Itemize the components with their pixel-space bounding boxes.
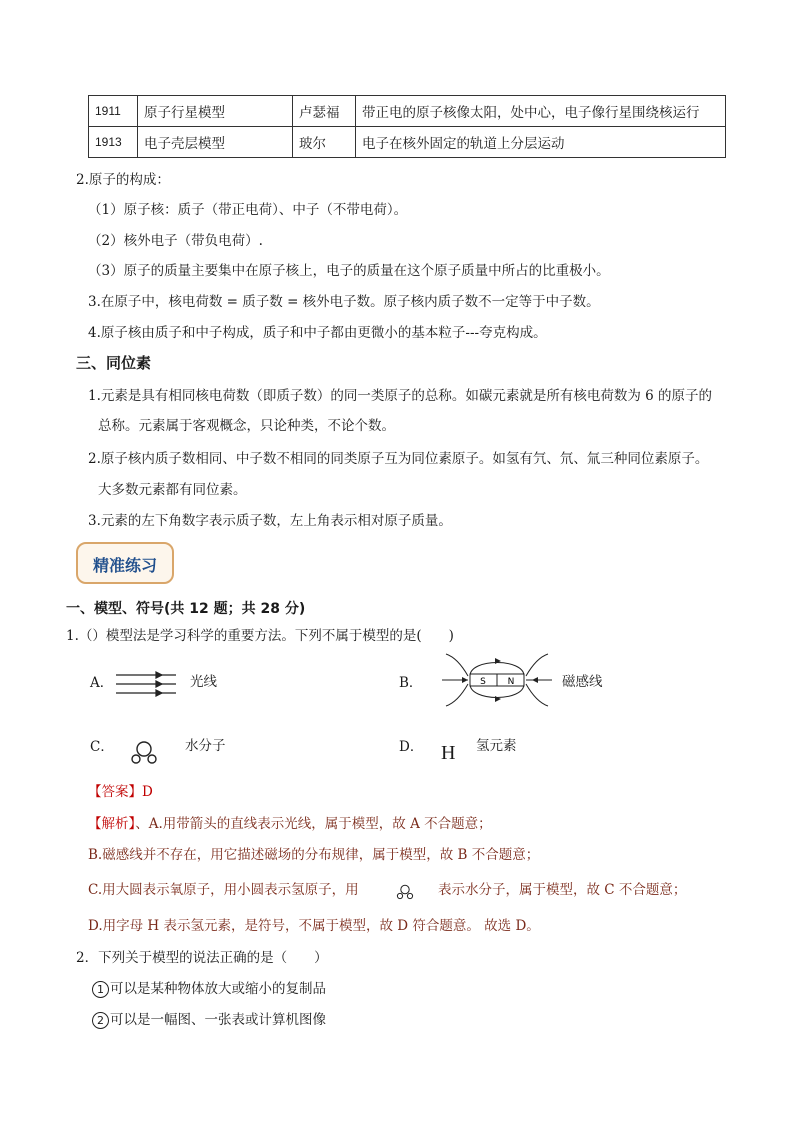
exercise-section-heading: 一、模型、符号(共 12 题；共 28 分) [66,601,306,617]
description-cell: 电子在核外固定的轨道上分层运动 [356,127,726,158]
question-2-stem: 2．下列关于模型的说法正确的是（ ） [76,950,328,966]
analysis-a-text: 、A.用带箭头的直线表示光线，属于模型，故 A 不合题意； [135,816,492,832]
paragraph: 大多数元素都有同位素。 [98,482,247,498]
question-1-stem: 1.（）模型法是学习科学的重要方法。下列不属于模型的是( ) [66,628,454,644]
magnet-north-pole: N [507,677,515,687]
year-cell: 1913 [89,127,138,158]
composition-item: （2）核外电子（带负电荷）. [88,233,263,249]
circled-number: 1 [92,981,109,998]
practice-badge-label: 精准练习 [92,556,157,575]
option-a-letter: A． [90,675,114,691]
atom-composition-title: 2.原子的构成： [76,172,170,188]
year-cell: 1911 [89,96,138,127]
circled-number: 2 [92,1012,109,1029]
statement-item [92,1008,326,1029]
light-ray-diagram [114,669,178,699]
table-row [89,127,726,158]
model-name-cell: 原子行星模型 [138,96,293,127]
model-history-table [88,95,726,158]
option-d-label: 氢元素 [476,738,517,754]
scientist-cell: 玻尔 [293,127,356,158]
option-c-label: 水分子 [185,738,226,754]
option-b-letter: B． [399,675,423,691]
model-name-cell: 电子壳层模型 [138,127,293,158]
practice-badge [76,542,174,584]
paragraph: 1.元素是具有相同核电荷数（即质子数）的同一类原子的总称。如碳元素就是所有核电荷数为 6 的原子的 [88,388,713,404]
analysis-line-a [88,812,492,832]
hydrogen-symbol: H [441,742,456,764]
water-molecule-icon [130,740,158,766]
table-row [89,96,726,127]
option-c-letter: C． [90,739,114,755]
paragraph: 2.原子核内质子数相同、中子数不相同的同类原子互为同位素原子。如氢有氕、氘、氚三种同位素原子。 [88,451,709,467]
answer-text: 【答案】D [88,784,153,800]
analysis-line-c-post: 表示水分子，属于模型，故 C 不合题意； [438,882,687,898]
statement-text: 可以是一幅图、一张表或计算机图像 [110,1012,326,1028]
paragraph: 3.在原子中，核电荷数 = 质子数 = 核外电子数。原子核内质子数不一定等于中子数。 [88,294,600,310]
option-a-label: 光线 [190,674,217,690]
isotope-heading: 三、同位素 [76,354,152,372]
composition-item: （1）原子核：质子（带正电荷）、中子（不带电荷）。 [88,202,408,218]
paragraph: 3.元素的左下角数字表示质子数，左上角表示相对原子质量。 [88,513,452,529]
analysis-tag: 【解析】 [88,816,136,832]
description-cell: 带正电的原子核像太阳，处中心，电子像行星围绕核运行 [356,96,726,127]
option-b-label: 磁感线 [562,674,603,690]
composition-item: （3）原子的质量主要集中在原子核上，电子的质量在这个原子质量中所占的比重极小。 [88,263,610,279]
statement-text: 可以是某种物体放大或缩小的复制品 [110,981,326,997]
option-d-letter: D． [399,739,424,755]
paragraph: 总称。元素属于客观概念，只论种类，不论个数。 [98,418,395,434]
magnetic-field-lines-diagram [440,652,554,708]
analysis-line-d: D.用字母 H 表示氢元素，是符号，不属于模型，故 D 符合题意。 故选 D。 [88,918,540,934]
paragraph: 4.原子核由质子和中子构成，质子和中子都由更微小的基本粒子---夸克构成。 [88,325,547,341]
magnet-south-pole: S [480,677,486,687]
scientist-cell: 卢瑟福 [293,96,356,127]
small-water-molecule-icon [396,884,414,900]
statement-item [92,977,326,998]
analysis-line-c-pre: C.用大圆表示氧原子，用小圆表示氢原子，用 [88,882,359,898]
analysis-line-b: B.磁感线并不存在，用它描述磁场的分布规律，属于模型，故 B 不合题意； [88,847,540,863]
